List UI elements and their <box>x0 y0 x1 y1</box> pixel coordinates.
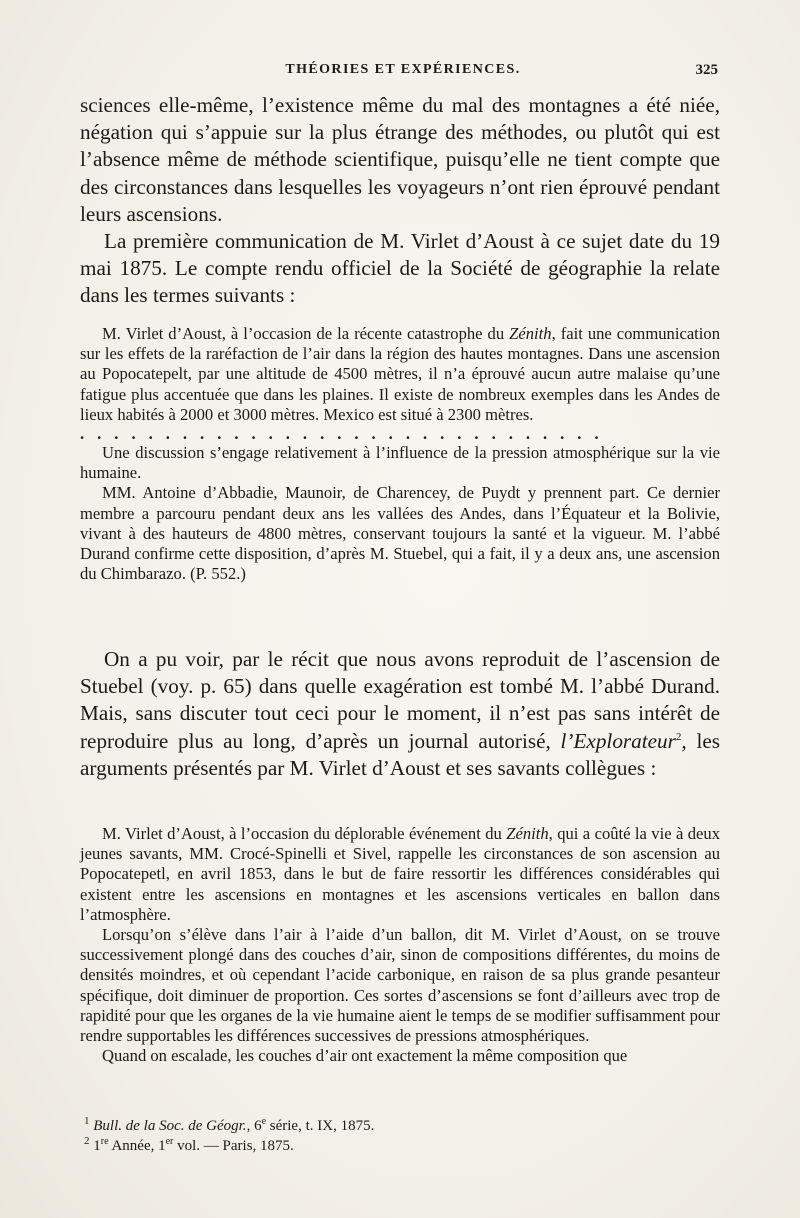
paragraph-continuation: sciences elle-même, l’existence même du mal des montagnes a été niée, négation qui s’appuie sur la plus étrange des méthodes, ou plutôt qui est l’absence même de méthode scientifique, puisqu’elle ne tient compte que des circonstances dans lesquelles les voyageurs n’ont rien éprouvé pendant leurs ascensions. <box>80 93 720 226</box>
paragraph-first-communication: La première communication de M. Virlet d’Aoust à ce sujet date du 19 mai 1875. Le compte rendu officiel de la Société de géographie la relate dans les termes suivants : <box>80 229 720 308</box>
paragraph-italic-explorateur: l’Explorateur <box>560 728 676 753</box>
quote-text: M. Virlet d’Aoust, à l’occasion de la récente catastrophe du <box>102 324 510 343</box>
footnote-mark: 2 <box>84 1135 90 1147</box>
paragraph-text: , les arguments présentés par M. Virlet d’Aoust et ses savants collègues : <box>80 728 720 780</box>
running-head <box>88 62 718 82</box>
paragraph-text: On a pu voir, par le récit que nous avons reproduit de l’ascension de Stuebel (voy. p. 65) dans quelle exagération est tombé M. l’abbé Durand. Mais, sans discuter tout ceci pour le moment, il n’est pas sans intérêt de reproduire plus au long, d’après un journal autorisé, <box>80 647 720 753</box>
footnote-2 <box>84 1136 584 1156</box>
footnote-italic: Bull. de la Soc. de Géogr. <box>93 1118 247 1134</box>
footnote-sup: e <box>261 1116 267 1127</box>
quote-paragraph-escalade: Quand on escalade, les couches d’air ont exactement la même composition que <box>102 1046 628 1066</box>
quotation-block-2 <box>80 824 720 1066</box>
body-section-1 <box>80 92 720 310</box>
footnote-text: 1 <box>93 1138 101 1154</box>
paragraph-stuebel <box>80 646 720 782</box>
footnote-mark: 1 <box>84 1115 90 1127</box>
quote-paragraph-discussion: Une discussion s’engage relativement à l’influence de la pression atmosphérique sur la vie humaine. <box>80 443 720 483</box>
quote-paragraph-deplorable <box>80 824 720 925</box>
quote-text: M. Virlet d’Aoust, à l’occasion du déplorable événement du <box>102 824 507 843</box>
quote-text: , qui a coûté la vie à deux jeunes savants, MM. Crocé-Spinelli et Sivel, rappelle les circonstances de son ascension au Popocatepetl, en avril 1853, dans le but de faire ressortir les différences considérables qui existent entre les ascensions en montagnes et les ascensions verticales en ballon dans l’atmosphère. <box>80 824 720 924</box>
quote-italic-zenith: Zénith <box>506 824 549 843</box>
body-section-2 <box>80 646 720 782</box>
footnote-text: série, t. IX, 1875. <box>266 1118 375 1134</box>
quote-text: , fait une communication sur les effets de la raréfaction de l’air dans la région des hautes montagnes. Dans une ascension au Popocatepelt, par une altitude de 4500 mètres, il n’a éprouvé aucun autre malaise qu’une fatigue plus accentuée que dans les plaines. Il existe de nombreux exemples dans les Andes de lieux habités à 2000 et 3000 mètres. Mexico est situé à 2300 mètres. <box>80 324 720 424</box>
quote-italic-zenith: Zénith <box>509 324 552 343</box>
footnote-text: , 6 <box>246 1118 262 1134</box>
footnote-text: Année, 1 <box>108 1138 166 1154</box>
ellipsis-row: ............................... <box>80 426 612 443</box>
footnote-sup: er <box>165 1136 174 1147</box>
running-title: THÉORIES ET EXPÉRIENCES. <box>285 62 521 77</box>
footnote-ref-2: 2 <box>675 730 682 743</box>
quote-paragraph-balloon: Lorsqu’on s’élève dans l’air à l’aide d’un ballon, dit M. Virlet d’Aoust, on se trouve successivement plongé dans des couches d’air, sinon de compositions différentes, du moins de densités moindres, et où cependant l’acide carbonique, en raison de sa plus grande pesanteur spécifique, doit diminuer de proportion. Ces sortes d’ascensions se font d’ailleurs avec trop de rapidité pour que les organes de la vie humaine aient le temps de se modifier suffisamment pour rendre supportables les différences successives de pressions atmosphériques. <box>80 925 720 1046</box>
footnote-sup: re <box>100 1136 109 1147</box>
footnote-1 <box>84 1116 584 1136</box>
page-number: 325 <box>695 62 718 78</box>
footnotes <box>84 1116 584 1156</box>
quotation-block-1 <box>80 324 720 584</box>
quote-paragraph-participants: MM. Antoine d’Abbadie, Maunoir, de Charencey, de Puydt y prennent part. Ce dernier membre a parcouru pendant deux ans les vallées des Andes, dans l’Équateur et la Bolivie, vivant à des hauteurs de 4800 mètres, conservant toujours la santé et la vigueur. M. l’abbé Durand confirme cette disposition, d’après M. Stuebel, qui a fait, il y a deux ans, une ascension du Chimbarazo. (P. 552.) <box>80 483 720 584</box>
footnote-text: vol. — Paris, 1875. <box>173 1138 294 1154</box>
quote-paragraph-zenith <box>80 324 720 425</box>
